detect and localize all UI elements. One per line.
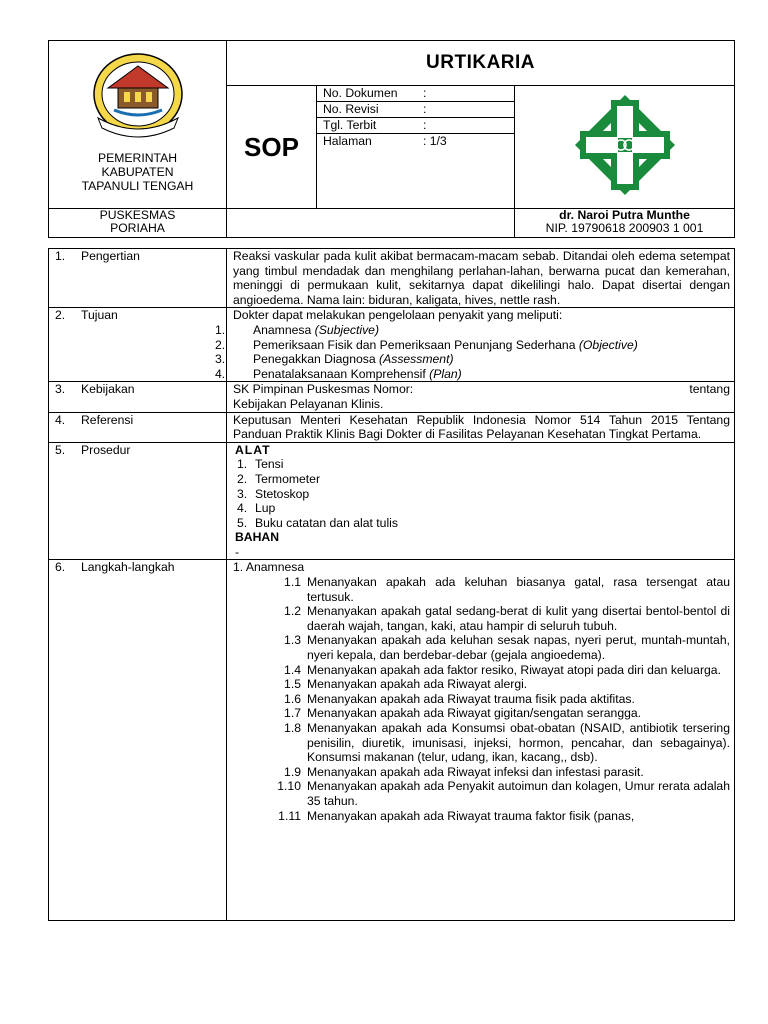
header-table xyxy=(48,40,735,238)
section-prosedur xyxy=(49,442,735,560)
document-title: URTIKARIA xyxy=(227,41,735,86)
bahan-text: - xyxy=(235,544,240,559)
section-label: Pengertian xyxy=(81,249,140,263)
empty-cell xyxy=(227,209,515,238)
alat-heading: ALAT xyxy=(235,442,271,457)
regency-emblem-icon xyxy=(86,48,190,144)
section-text: Reaksi vaskular pada kulit akibat bermacam-macam sebab. Ditandai oleh edema setempat yang timbul mendadak dan menghilang perlahan-lahan, berwarna pucat dan kemerahan, meninggi di permukaan kulit, sekitarnya dapat dikelilingi halo. Dapat disertai dengan angioedema. Nama lain: biduran, kaligata, hives, nettle rash. xyxy=(227,249,735,308)
gov-logo-cell xyxy=(49,41,227,209)
step-item: 1.10 Menanyakan apakah ada Penyakit autoimun dan kolagen, Umur rerata adalah 35 tahun. xyxy=(277,779,730,808)
step-item: 1.6 Menanyakan apakah ada Riwayat trauma fisik pada aktifitas. xyxy=(284,691,635,706)
section-label: Referensi xyxy=(81,412,134,427)
list-item: 3. Penegakkan Diagnosa (Assessment) xyxy=(215,352,454,367)
section-number: 3. xyxy=(55,382,66,397)
signer-block xyxy=(515,209,735,238)
bahan-heading: BAHAN xyxy=(235,530,280,545)
section-number: 2. xyxy=(55,308,66,323)
puskesmas-logo-cell xyxy=(515,86,735,209)
list-item: 1. Tensi xyxy=(237,457,284,472)
section-number: 4. xyxy=(55,412,66,427)
step-heading: 1. Anamnesa xyxy=(233,560,305,575)
section-number: 6. xyxy=(55,560,66,575)
list-item: 4. Lup xyxy=(237,501,276,516)
step-item: 1.8 Menanyakan apakah ada Konsumsi obat-obatan (NSAID, antibiotik tersering penisilin, diuretik, imunisasi, injeksi, hormon, pencahar, dan sebagainya). Konsumsi makanan (telur, udang, ikan, kacang,, dsb). xyxy=(284,721,730,765)
step-item: 1.7 Menanyakan apakah ada Riwayat gigitan/sengatan serangga. xyxy=(284,706,642,721)
sop-label: SOP xyxy=(227,86,317,209)
step-item: 1.9 Menanyakan apakah ada Riwayat infeksi dan infestasi parasit. xyxy=(284,764,644,779)
puskesmas-line: PORIAHA xyxy=(110,221,165,235)
meta-row: Tgl. Terbit : xyxy=(317,118,514,134)
section-tujuan xyxy=(49,308,735,382)
section-label: Tujuan xyxy=(81,308,118,323)
step-item: 1.4 Menanyakan apakah ada faktor resiko, Riwayat atopi pada diri dan keluarga. xyxy=(284,662,721,677)
step-item: 1.1 Menanyakan apakah ada keluhan biasanya gatal, rasa tersengat atau tertusuk. xyxy=(284,575,730,604)
meta-row: Halaman : 1/3 xyxy=(323,134,447,148)
list-item: 1. Anamnesa (Subjective) xyxy=(215,322,380,337)
signer-name: dr. Naroi Putra Munthe xyxy=(559,208,690,222)
step-item: 1.5 Menanyakan apakah ada Riwayat alergi. xyxy=(284,677,528,692)
gov-line: PEMERINTAH xyxy=(98,151,177,165)
step-item: 1.3 Menanyakan apakah ada keluhan sesak napas, nyeri perut, muntah-muntah, nyeri kepala, dan berdebar-debar (gejala angioedema). xyxy=(284,633,730,663)
section-kebijakan xyxy=(49,382,735,412)
section-text: Keputusan Menteri Kesehatan Republik Indonesia Nomor 514 Tahun 2015 Tentang Panduan Praktik Klinis Bagi Dokter di Fasilitas Pelayanan Kesehatan Tingkat Pertama. xyxy=(227,412,735,442)
list-item: 2. Pemeriksaan Fisik dan Pemeriksaan Penunjang Sederhana (Objective) xyxy=(215,337,638,352)
document-meta xyxy=(317,86,515,209)
section-label: Langkah-langkah xyxy=(81,560,175,575)
gov-line: KABUPATEN xyxy=(101,165,174,179)
meta-row: No. Dokumen : xyxy=(317,86,514,102)
meta-row: No. Revisi : xyxy=(317,102,514,118)
sop-document xyxy=(48,40,734,921)
policy-text: SK Pimpinan Puskesmas Nomor: xyxy=(233,382,414,397)
section-pengertian xyxy=(49,249,735,308)
step-item: 1.11 Menanyakan apakah ada Riwayat trauma faktor fisik (panas, xyxy=(278,808,635,823)
section-label: Prosedur xyxy=(81,442,131,457)
section-number: 1. xyxy=(55,249,66,263)
section-number: 5. xyxy=(55,442,66,457)
list-item: 5. Buku catatan dan alat tulis xyxy=(237,515,398,530)
list-item: 3. Stetoskop xyxy=(237,486,310,501)
health-cross-icon xyxy=(555,86,695,204)
section-referensi xyxy=(49,412,735,442)
list-item: 4. Penatalaksanaan Komprehensif (Plan) xyxy=(215,366,462,381)
step-item: 1.2 Menanyakan apakah gatal sedang-berat di kulit yang disertai bentol-bentol di daerah wajah, tangan, kaki, atau hampir di seluruh tubuh. xyxy=(284,604,730,633)
list-item: 2. Termometer xyxy=(237,471,321,486)
section-intro: Dokter dapat melakukan pengelolaan penyakit yang meliputi: xyxy=(233,308,563,323)
section-langkah xyxy=(49,560,735,921)
puskesmas-line: PUSKESMAS xyxy=(99,208,176,222)
content-table xyxy=(48,248,735,921)
policy-text: tentang xyxy=(689,382,730,397)
policy-text: Kebijakan Pelayanan Klinis. xyxy=(233,396,384,411)
puskesmas-name xyxy=(49,209,227,238)
section-label: Kebijakan xyxy=(81,382,135,397)
gov-line: TAPANULI TENGAH xyxy=(81,179,194,193)
signer-nip: NIP. 19790618 200903 1 001 xyxy=(545,221,704,235)
